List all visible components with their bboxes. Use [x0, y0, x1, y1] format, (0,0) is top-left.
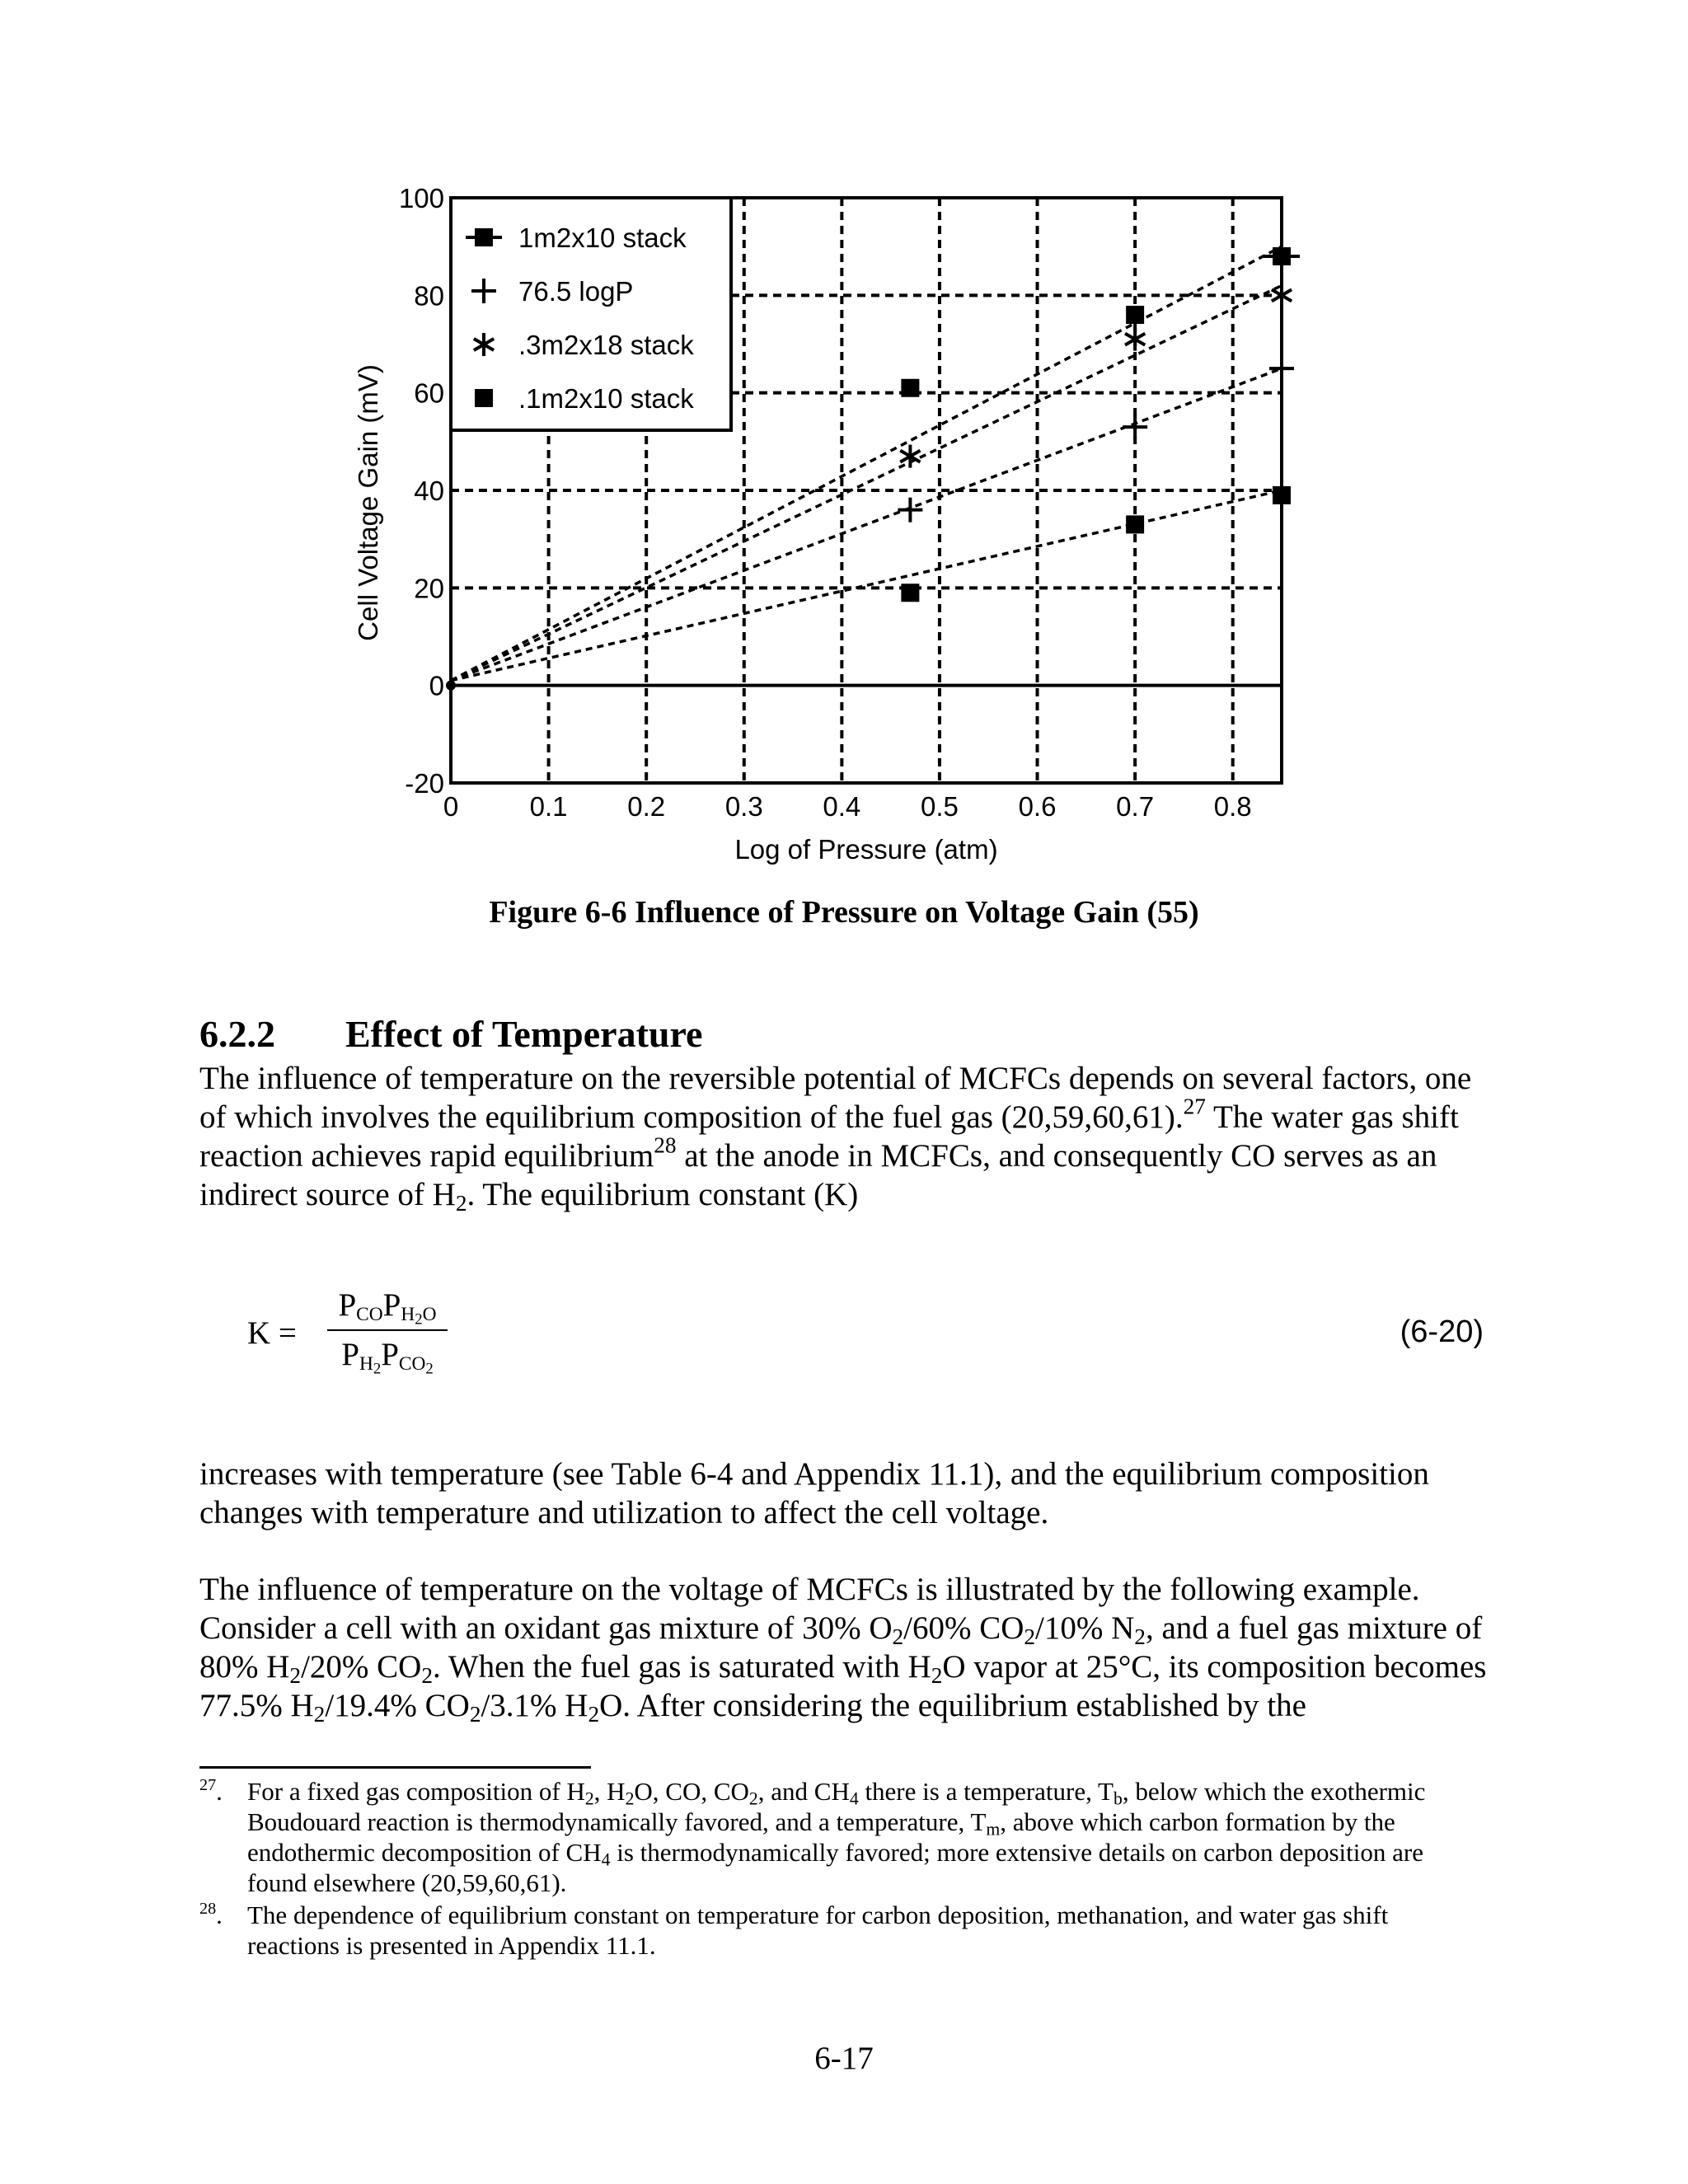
y-tick-label: 40: [414, 476, 444, 506]
legend-label: 76.5 logP: [518, 276, 634, 307]
data-point: [1126, 515, 1144, 533]
x-tick-label: 0.8: [1213, 791, 1252, 822]
footnote-ref-27: 27: [1183, 1094, 1206, 1119]
y-tick-label: 20: [414, 573, 444, 604]
data-point: [1269, 356, 1294, 381]
fraction-denominator: $P_{H_2}P_{CO_2}$: [341, 1337, 434, 1378]
x-tick-label: 0: [443, 791, 459, 822]
y-axis-label: Cell Voltage Gain (mV): [353, 364, 383, 641]
x-tick-label: 0.1: [529, 791, 568, 822]
equation-fraction: [326, 1282, 449, 1379]
y-tick-label: 60: [414, 377, 444, 409]
fraction-numerator: $P_{CO}P_{H_2O}$: [338, 1287, 437, 1329]
paragraph-3: The influence of temperature on the voltage of MCFCs is illustrated by the following example. Consider a cell with an oxidant gas mixture of 30% $O_2/60\%$ $CO_2/10\%$ $N_2$, and a fuel gas mixture of 80% $H_2/20\%$ $CO_2$. When the fuel gas is saturated with $H_2O$ vapor at 25°C, its composition becomes 77.5% $H_2/19.4\%$ $CO_2/3.1\%$ $H_2O$. After considering the equilibrium established by the: [199, 1572, 1487, 1727]
data-point: [1273, 247, 1291, 265]
legend-marker: [475, 228, 493, 246]
data-point: [1272, 284, 1292, 307]
section-heading: [199, 1012, 702, 1056]
data-point: [1273, 486, 1291, 504]
legend-marker: [475, 389, 493, 407]
y-tick-label: -20: [405, 768, 444, 799]
subscript: 2: [455, 1190, 467, 1216]
equation-lhs: K =: [247, 1315, 297, 1351]
para1-text-2: The water gas shift reaction achieves rapid equilibrium: [199, 1099, 1459, 1174]
x-tick-label: 0.2: [627, 791, 666, 822]
para1-text-4: . The equilibrium constant (K): [467, 1177, 859, 1212]
x-tick-label: 0.3: [724, 791, 763, 822]
section-title: Effect of Temperature: [345, 1013, 703, 1055]
footnote-ref-28: 28: [654, 1132, 677, 1158]
footnotes: [199, 1776, 1485, 1962]
x-tick-label: 0.5: [921, 791, 959, 822]
data-point: [1123, 415, 1147, 439]
data-point: [1125, 328, 1145, 351]
footnote-rule: [199, 1766, 591, 1769]
x-tick-label: 0.4: [823, 791, 861, 822]
footnote-mark: $^{27}$.: [199, 1775, 223, 1806]
legend-label: .1m2x10 stack: [518, 383, 694, 414]
y-tick-label: 80: [414, 280, 444, 312]
x-tick-label: 0.7: [1116, 791, 1155, 822]
data-point: [901, 583, 919, 602]
x-tick-label: 0.6: [1018, 791, 1057, 822]
page-number: 6-17: [814, 2041, 874, 2076]
para1-text-3: at the anode in MCFCs, and consequently CO serves as an indirect source of H: [199, 1138, 1437, 1212]
x-axis-label: Log of Pressure (atm): [734, 834, 998, 865]
legend-label: .3m2x18 stack: [518, 330, 694, 360]
fit-line: [451, 490, 1282, 681]
data-point: [1126, 306, 1144, 324]
equation-6-20: [247, 1282, 1484, 1389]
data-point: [901, 379, 919, 397]
legend-label: 1m2x10 stack: [518, 223, 687, 253]
data-point: [898, 498, 922, 523]
paragraph-1: [199, 1059, 1502, 1214]
y-tick-label: 100: [398, 185, 444, 213]
pressure-voltage-chart: [346, 185, 1335, 894]
origin-point: [446, 681, 456, 691]
footnote-28: $^{28}$. The dependence of equilibrium constant on temperature for carbon deposition, methanation, and water gas shift reactions is presented in Appendix 11.1.: [199, 1899, 1389, 1960]
y-tick-label: 0: [429, 670, 444, 701]
figure-caption: Figure 6-6 Influence of Pressure on Voltage Gain (55): [489, 895, 1199, 930]
equation-number: (6-20): [1400, 1315, 1484, 1349]
footnote-mark: $^{28}$.: [199, 1899, 223, 1929]
paragraph-2: increases with temperature (see Table 6-4 and Appendix 11.1), and the equilibrium composition changes with temperature and utilization to affect the cell voltage.: [199, 1456, 1429, 1530]
pressure-voltage-figure: [346, 185, 1335, 894]
section-number: 6.2.2: [199, 1013, 275, 1055]
footnote-27: $^{27}$. For a fixed gas composition of $H_2$, $H_2O$, CO, $CO_2$, and $CH_4$ there is a temperature, $T_b$, below which the exothermic Boudouard reaction is thermodynamically favored, and a temperature, $T_m$, above which carbon formation by the endothermic decomposition of $CH_4$ is thermodynamically favored; more extensive details on carbon deposition are found elsewhere (20,59,60,61).: [199, 1775, 1426, 1897]
para1-text-1: The influence of temperature on the reversible potential of MCFCs depends on several factors, one of which involves the equilibrium composition of the fuel gas (20,59,60,61).: [199, 1061, 1472, 1135]
